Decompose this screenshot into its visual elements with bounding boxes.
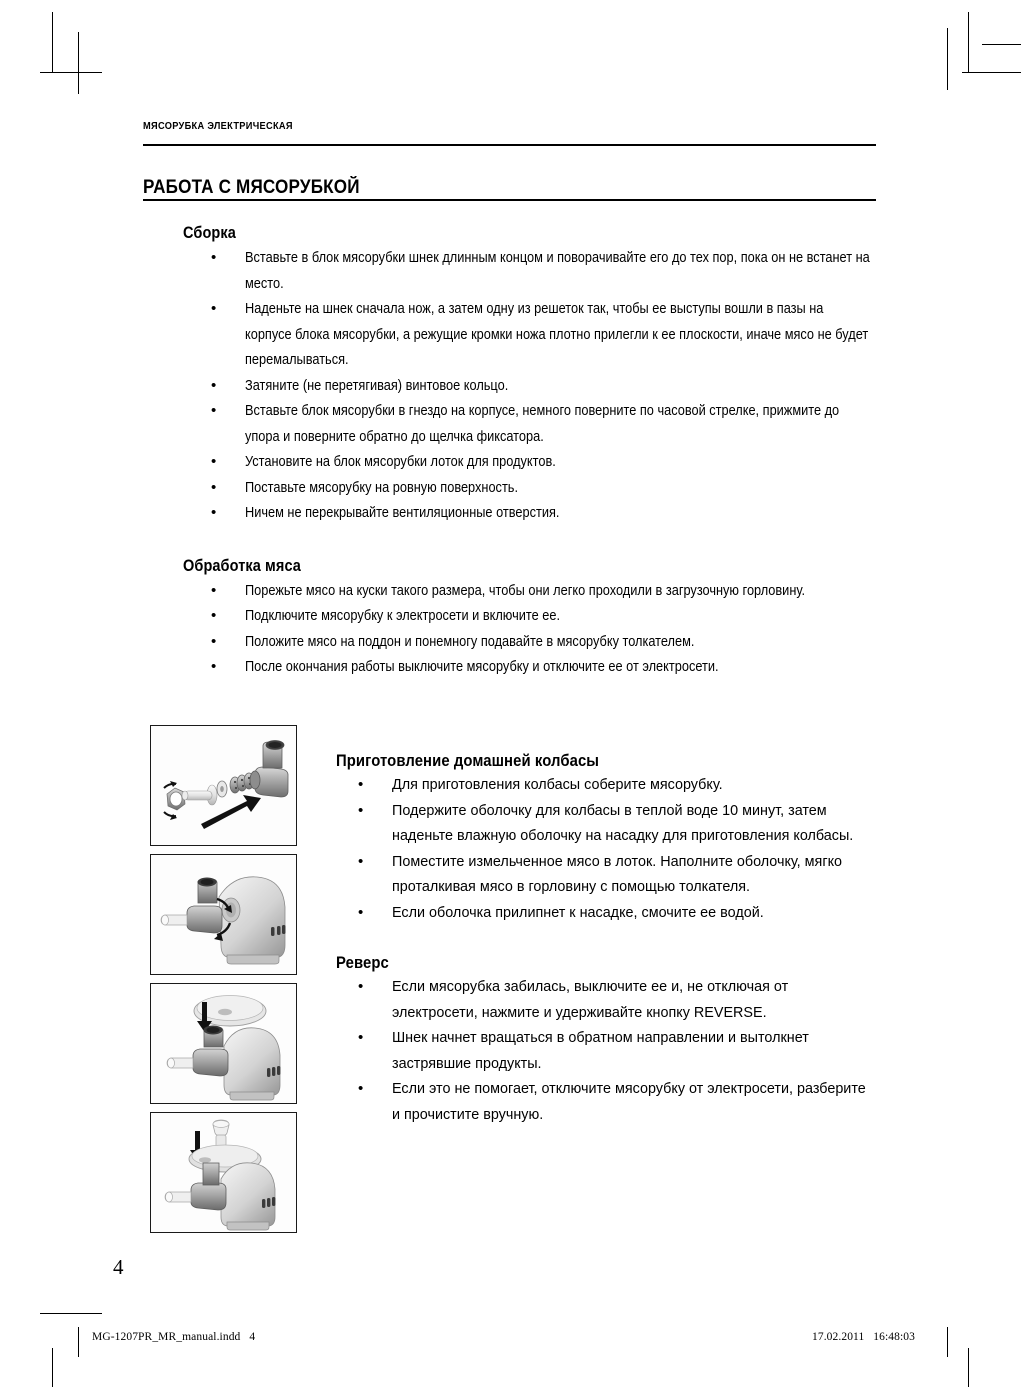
list-item-text: • Если мясорубка забилась, выключите ее и, не отключая от электросети, нажмите и удерживайте кнопку REVERSE. (392, 979, 789, 1021)
list-item-text: • Шнек начнет вращаться в обратном направлении и вытолкнет застрявшие продукты. (392, 1030, 809, 1072)
crop-mark-tr-v (968, 12, 969, 72)
running-head (143, 120, 876, 132)
list-meat-processing (183, 579, 873, 681)
reverse-group (336, 954, 876, 1128)
list-item (183, 450, 873, 476)
list-item (336, 1077, 876, 1128)
list-item-text: • Подключите мясорубку к электросети и включите ее. (245, 608, 560, 624)
list-item (336, 799, 876, 850)
list-item-text: • Ничем не перекрывайте вентиляционные отверстия. (245, 505, 560, 521)
footer-file-name: MG-1207PR_MR_manual.indd 4 (92, 1331, 256, 1343)
header-rule (143, 144, 876, 146)
attach-grinder-head-to-body-diagram (150, 854, 297, 975)
meat-processing-group (183, 557, 873, 681)
list-item-text: • Порежьте мясо на куски такого размера, чтобы они легко проходили в загрузочную горловину. (245, 582, 806, 599)
list-item-text: • Для приготовления колбасы соберите мясорубку. (392, 777, 723, 793)
grinder-head (161, 878, 222, 934)
grinder-head-exploded-diagram (150, 725, 297, 846)
list-sausage (336, 773, 876, 926)
grinder-head (167, 1026, 228, 1077)
list-item (183, 630, 873, 656)
crop-mark-bl-h (40, 1313, 102, 1314)
list-item-text: • После окончания работы выключите мясорубку и отключите ее от электросети. (245, 659, 719, 675)
crop-mark-bl-v (52, 1348, 53, 1387)
heading-sausage: Приготовление домашней колбасы (336, 752, 600, 770)
heading-assembly: Сборка (183, 224, 236, 242)
secondary-content-column (336, 752, 876, 1128)
list-item-text: • Затяните (не перетягивая) винтовое кольцо. (245, 377, 509, 394)
motor-housing (219, 877, 286, 964)
running-head-text: МЯСОРУБКА ЭЛЕКТРИЧЕСКАЯ (143, 120, 293, 132)
grinder-head (165, 1163, 226, 1210)
list-item (336, 1026, 876, 1077)
list-item (336, 773, 876, 799)
list-item-text: • Если это не помогает, отключите мясорубку от электросети, разберите и прочистите вручную. (392, 1081, 866, 1123)
crop-mark-tr-h (982, 44, 1021, 45)
page-number: 4 (113, 1255, 124, 1279)
screw-ring (167, 788, 185, 810)
section-title-rule (143, 199, 876, 201)
list-item (183, 476, 873, 502)
footer-timestamp: 17.02.2011 16:48:03 (812, 1331, 915, 1343)
crop-mark-br-inner-v (947, 1327, 948, 1357)
list-item (183, 246, 873, 297)
list-item-text: • Наденьте на шнек сначала нож, а затем одну из решеток так, чтобы ее выступы вошли в пазы на корпусе блока мясорубки, а режущие кромки ножа плотно прилегли к ее плоскости, иначе мясо не будет перемалываться. (245, 301, 869, 368)
insert-pusher-into-tray-diagram (150, 1112, 297, 1233)
list-item (183, 374, 873, 400)
crop-mark-tl-v (52, 12, 53, 72)
crop-mark-br-v (968, 1348, 969, 1387)
install-food-tray-diagram (150, 983, 297, 1104)
list-item-text: • Если оболочка прилипнет к насадке, смочите ее водой. (392, 904, 764, 921)
list-item (183, 501, 873, 527)
crop-mark-tr-inner-v (947, 28, 948, 90)
list-item-text: • Подержите оболочку для колбасы в теплой воде 10 минут, затем наденьте влажную оболочку на насадку для приготовления колбасы. (392, 802, 854, 844)
heading-reverse: Реверс (336, 954, 389, 972)
crop-mark-tl-inner-v (78, 32, 79, 94)
list-item (183, 297, 873, 374)
list-assembly (183, 246, 873, 527)
list-item (336, 975, 876, 1026)
list-item (183, 579, 873, 605)
crop-mark-tr-inner-h (962, 72, 1021, 73)
page-title: РАБОТА С МЯСОРУБКОЙ (143, 177, 360, 198)
list-item-text: • Положите мясо на поддон и понемногу подавайте в мясорубку толкателем. (245, 633, 695, 650)
figure-column (150, 725, 297, 1241)
list-item-text: • Вставьте в блок мясорубки шнек длинным концом и поворачивайте его до тех пор, пока он не встанет на место. (245, 250, 870, 292)
crop-mark-bl-inner-v (78, 1327, 79, 1357)
list-item-text: • Поставьте мясорубку на ровную поверхность. (245, 479, 518, 496)
list-item (336, 901, 876, 927)
list-item-text: • Поместите измельченное мясо в лоток. Наполните оболочку, мягко проталкивая мясо в горловину с помощью толкателя. (392, 853, 843, 895)
list-item (183, 655, 873, 681)
motor-housing (224, 1028, 280, 1100)
list-item (183, 399, 873, 450)
auger-screw (182, 785, 217, 805)
motor-housing (221, 1163, 275, 1230)
list-item-text: • Установите на блок мясорубки лоток для продуктов. (245, 454, 556, 470)
cutting-blade (217, 781, 227, 797)
heading-meat-processing: Обработка мяса (183, 556, 301, 575)
primary-content-column (183, 224, 873, 681)
list-item (183, 604, 873, 630)
list-reverse (336, 975, 876, 1128)
grinder-head-housing (250, 741, 288, 798)
crop-mark-tl-h (40, 72, 102, 73)
list-item (336, 850, 876, 901)
list-item-text: • Вставьте блок мясорубки в гнездо на корпусе, немного поверните по часовой стрелке, прижмите до упора и поверните обратно до щелчка фиксатора. (245, 403, 840, 445)
